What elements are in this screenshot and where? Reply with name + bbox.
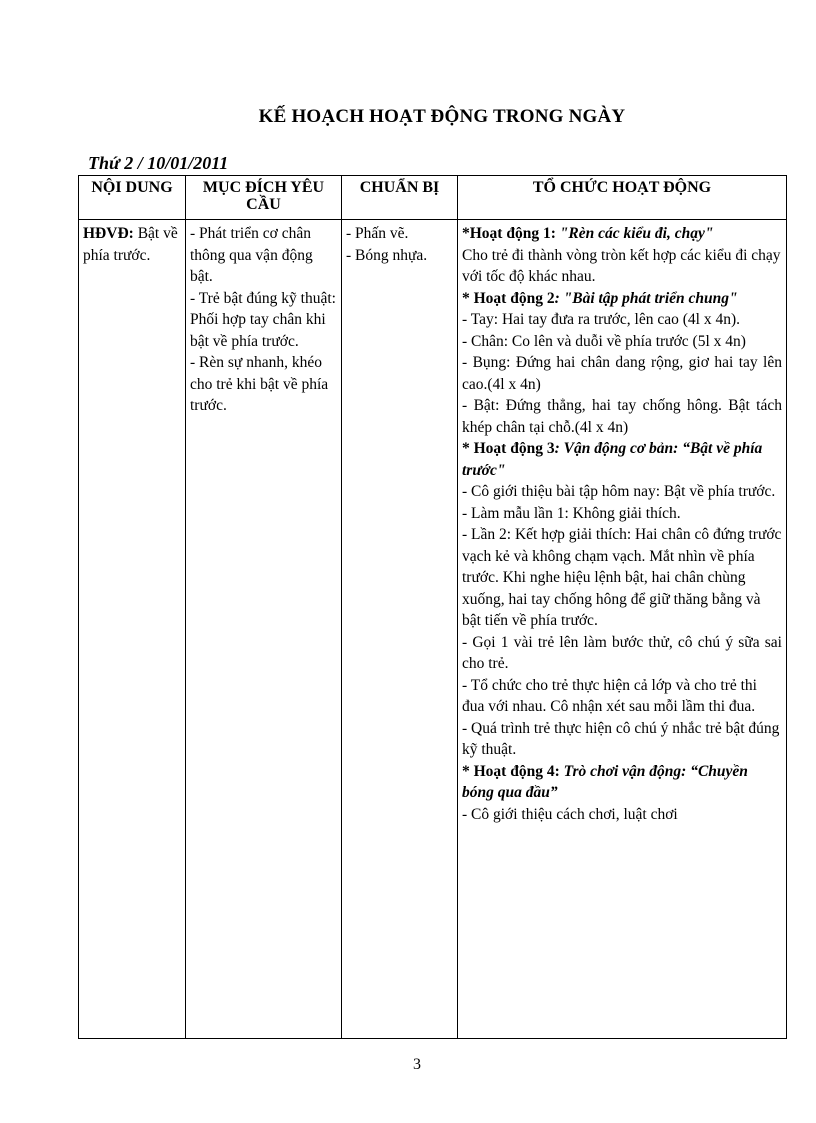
table-row [79,220,787,1039]
activity-3-step: - Cô giới thiệu bài tập hôm nay: Bật về phía trước. [462,483,776,500]
date-line: Thứ 2 / 10/01/2011 [88,153,229,173]
cell-content [79,220,186,1039]
header-objectives: MỤC ĐÍCH YÊU CẦU [186,176,342,220]
preparation-item: - Phấn vẽ. [346,225,409,242]
activity-3-step: - Quá trình trẻ thực hiện cô chú ý nhắc trẻ bật đúng kỹ thuật. [462,719,780,758]
activity-3-step: - Làm mẫu lần 1: Không giải thích. [462,504,681,522]
activity-2-step: - Bụng: Đứng hai chân dang rộng, giơ hai tay lên cao.(4l x 4n) [462,354,782,393]
header-preparation: CHUẨN BỊ [342,176,458,220]
preparation-item: - Bóng nhựa. [346,246,428,264]
table-header-row [79,176,787,220]
activity-2-step: - Bật: Đứng thẳng, hai tay chống hông. Bật tách khép chân tại chỗ.(4l x 4n) [462,397,782,436]
activity-2-title: : "Bài tập phát triển chung" [554,289,738,307]
cell-organization [458,220,787,1039]
cell-objectives [186,220,342,1039]
activity-4-title: Trò chơi vận động: “Chuyền bóng qua đầu” [462,762,748,801]
activity-plan-table [78,175,787,1039]
page-number: 3 [413,1056,421,1073]
activity-3-step: - Gọi 1 vài trẻ lên làm bước thử, cô chú ý sữa sai cho trẻ. [462,633,782,672]
objective-item: - Phát triển cơ chân thông qua vận động bật. [190,225,313,285]
cell-preparation [342,220,458,1039]
objective-item: - Trẻ bật đúng kỹ thuật: Phối hợp tay chân khi bật về phía trước. [190,289,336,350]
activity-1-text: Cho trẻ đi thành vòng tròn kết hợp các kiểu đi chạy với tốc độ khác nhau. [462,246,781,285]
activity-2-step: - Chân: Co lên và duỗi về phía trước (5l x 4n) [462,332,746,350]
header-organization: TỔ CHỨC HOẠT ĐỘNG [458,176,787,220]
activity-4-label: * Hoạt động 4: [462,762,564,780]
activity-type-label: HĐVĐ: [83,225,134,242]
activity-3-title: : Vận động cơ bản: “Bật về phía trước" [462,440,763,479]
activity-3-step: - Tổ chức cho trẻ thực hiện cả lớp và cho trẻ thi đua với nhau. Cô nhận xét sau mỗi lầm thi đua. [462,676,757,715]
activity-2-label: * Hoạt động 2 [462,289,555,307]
activity-2-step: - Tay: Hai tay đưa ra trước, lên cao (4l x 4n). [462,311,740,328]
activity-name: Bật về phía trước. [83,225,178,264]
header-content: NỘI DUNG [79,176,186,220]
activity-4-step: - Cô giới thiệu cách chơi, luật chơi [462,805,678,823]
activity-1-label: *Hoạt động 1: [462,225,560,242]
activity-1-title: "Rèn các kiểu đi, chạy" [559,225,714,242]
activity-3-step: - Lần 2: Kết hợp giải thích: Hai chân cô đứng trước vạch kẻ và không chạm vạch. Mắt nhìn về phía trước. Khi nghe hiệu lệnh bật, hai chân chùng xuống, hai tay chống hông để giữ thăng bằng và bật tiến về phía trước. [462,526,782,629]
objective-item: - Rèn sự nhanh, khéo cho trẻ khi bật về phía trước. [190,354,329,414]
activity-3-label: * Hoạt động 3 [462,440,555,457]
page-title: KẾ HOẠCH HOẠT ĐỘNG TRONG NGÀY [258,106,626,127]
